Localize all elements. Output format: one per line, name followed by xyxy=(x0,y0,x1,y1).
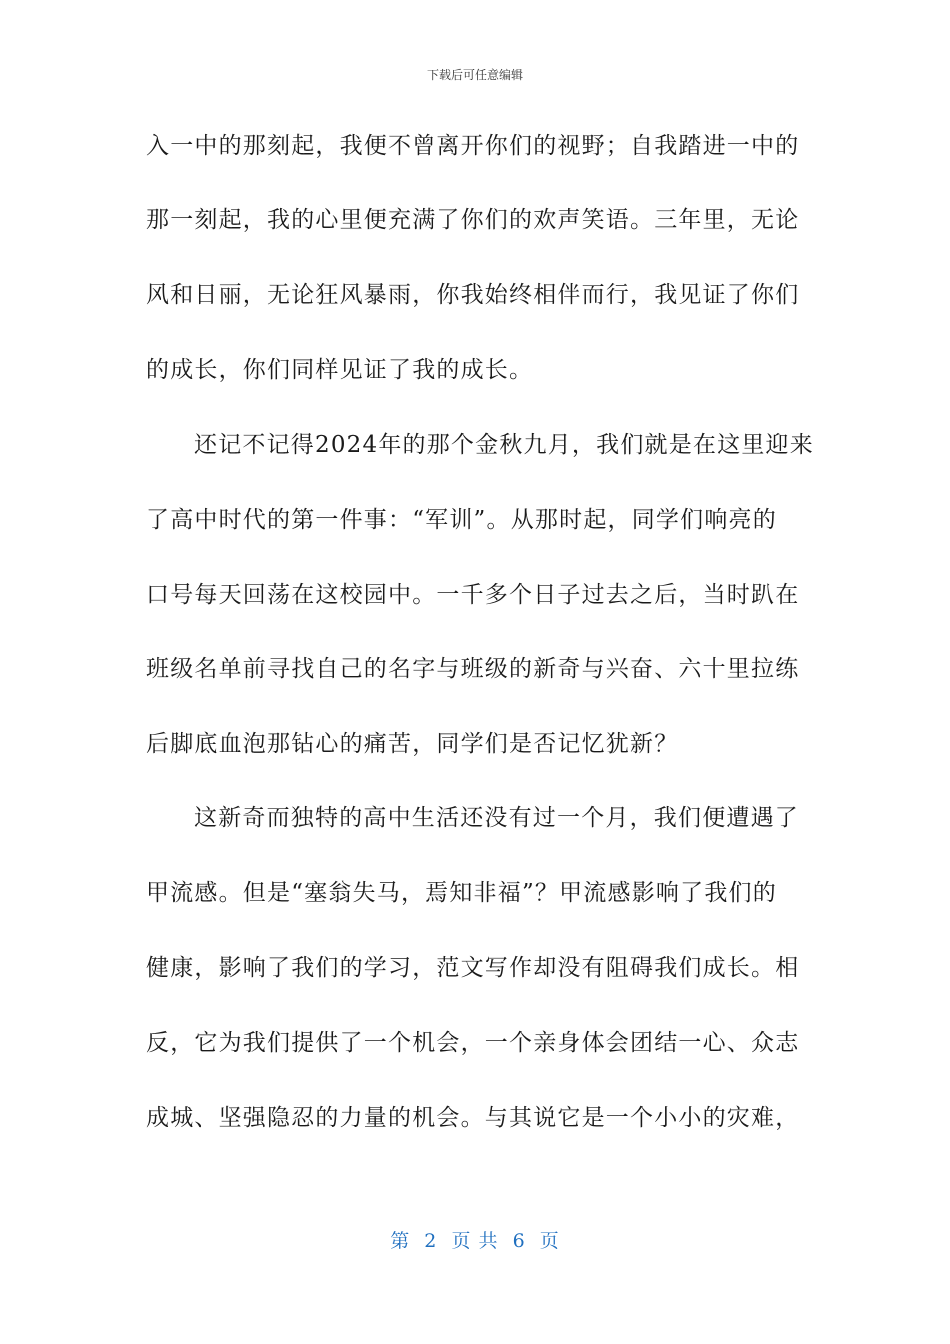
text-line: 了高中时代的第一件事：“军训”。从那时起，同学们响亮的 xyxy=(146,507,777,533)
page-header-note: 下载后可任意编辑 xyxy=(426,68,523,82)
text-line: 后脚底血泡那钻心的痛苦，同学们是否记忆犹新？ xyxy=(146,731,679,757)
text-line: 反，它为我们提供了一个机会，一个亲身体会团结一心、众志 xyxy=(146,1030,800,1056)
text-line: 班级名单前寻找自己的名字与班级的新奇与兴奋、六十里拉练 xyxy=(146,656,800,682)
text-line: 那一刻起，我的心里便充满了你们的欢声笑语。三年里，无论 xyxy=(146,207,800,233)
text-line: 成城、坚强隐忍的力量的机会。与其说它是一个小小的灾难， xyxy=(146,1105,800,1131)
text-line: 的成长，你们同样见证了我的成长。 xyxy=(146,357,534,383)
text-line: 入一中的那刻起，我便不曾离开你们的视野；自我踏进一中的 xyxy=(146,133,800,159)
paragraph-first-line: 这新奇而独特的高中生活还没有过一个月，我们便遭遇了 xyxy=(194,805,799,831)
text-line: 健康，影响了我们的学习，范文写作却没有阻碍我们成长。相 xyxy=(146,955,800,981)
text-line: 甲流感。但是“塞翁失马，焉知非福”？甲流感影响了我们的 xyxy=(146,880,777,906)
text-line: 风和日丽，无论狂风暴雨，你我始终相伴而行，我见证了你们 xyxy=(146,282,800,308)
paragraph-first-line: 还记不记得2024年的那个金秋九月，我们就是在这里迎来 xyxy=(194,432,814,458)
page-number-footer: 第 2 页 共 6 页 xyxy=(390,1230,560,1252)
text-line: 口号每天回荡在这校园中。一千多个日子过去之后，当时趴在 xyxy=(146,582,800,608)
